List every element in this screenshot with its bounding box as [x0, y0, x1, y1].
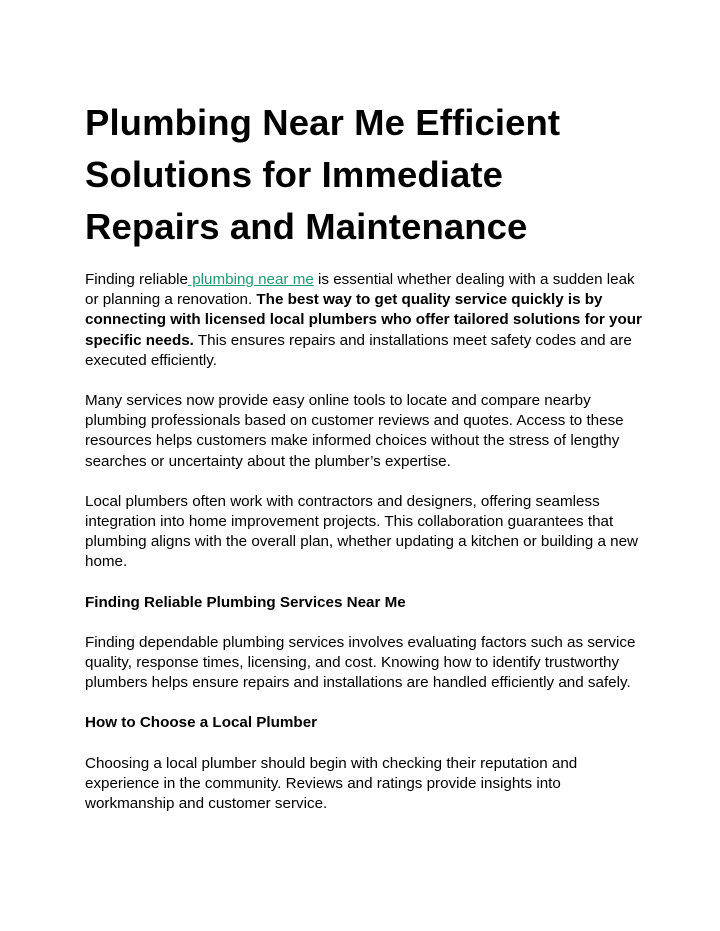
- paragraph-online-tools: Many services now provide easy online tools to locate and compare nearby plumbing professionals based on customer reviews and quotes. Access to these resources helps customers make informed choices without the stress of lengthy searches or uncertainty about the plumber’s expertise.: [85, 392, 624, 470]
- intro-text-middle: is essential whether dealing with a sudden leak or planning a renovation.: [85, 271, 635, 309]
- paragraph-choosing-plumber: Choosing a local plumber should begin with checking their reputation and experience in the community. Reviews and ratings provide insights into workmanship and customer service.: [85, 754, 578, 813]
- intro-text-start: Finding reliable: [85, 271, 188, 288]
- plumbing-near-me-link[interactable]: plumbing near me: [188, 271, 314, 288]
- section-heading-choose-plumber: How to Choose a Local Plumber: [85, 714, 318, 732]
- intro-text-end: This ensures repairs and installations meet safety codes and are executed efficiently.: [85, 331, 632, 369]
- document-page: [85, 97, 645, 814]
- intro-paragraph: [85, 270, 645, 371]
- page-title: Plumbing Near Me Efficient Solutions for Immediate Repairs and Maintenance: [85, 102, 561, 247]
- section-heading-finding-reliable: Finding Reliable Plumbing Services Near Me: [85, 593, 406, 611]
- paragraph-dependable-services: Finding dependable plumbing services involves evaluating factors such as service quality, response times, licensing, and cost. Knowing how to identify trustworthy plumbers helps ensure repairs and installations are handled efficiently and safely.: [85, 633, 636, 692]
- paragraph-local-plumbers: Local plumbers often work with contractors and designers, offering seamless integration into home improvement projects. This collaboration guarantees that plumbing aligns with the overall plan, whether updating a kitchen or building a new home.: [85, 492, 639, 571]
- intro-bold-text: The best way to get quality service quickly is by connecting with licensed local plumbers who offer tailored solutions for your specific needs.: [85, 291, 642, 349]
